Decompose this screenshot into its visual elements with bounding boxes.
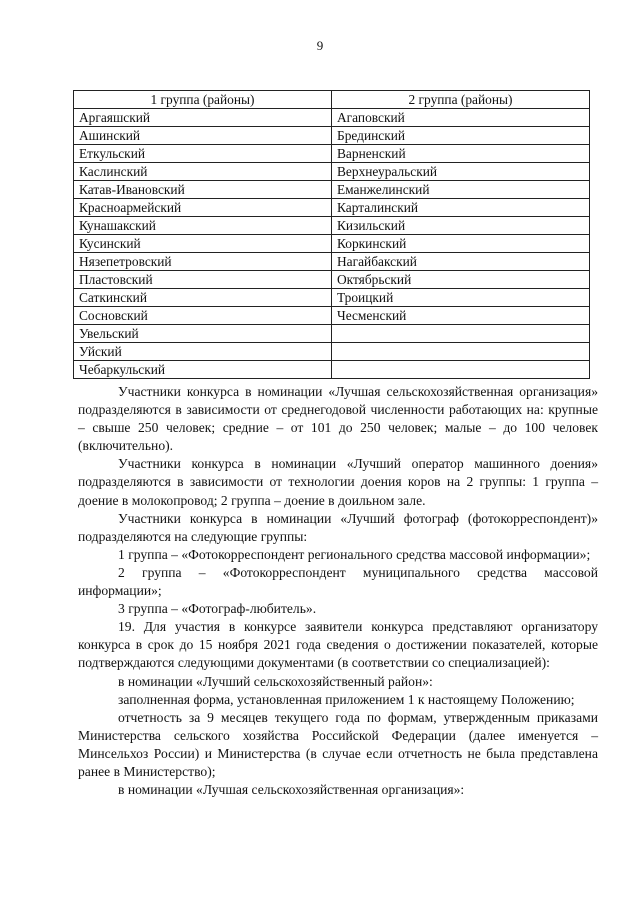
table-row [74, 253, 590, 271]
paragraph-milking-operator-groups: Участники конкурса в номинации «Лучший оператор машинного доения» подразделяются в зависимости от технологии доения коров на 2 группы: 1 группа – доение в молокопровод; 2 группа – доение в доильном зале. [78, 456, 598, 508]
table-cell: Аргаяшский [74, 109, 332, 127]
table-row [74, 109, 590, 127]
body-text [78, 383, 598, 799]
paragraph-photo-group-1: 1 группа – «Фотокорреспондент регионального средства массовой информации»; [118, 546, 591, 562]
table-cell: Кизильский [332, 217, 590, 235]
table-cell: Нагайбакский [332, 253, 590, 271]
table-row [74, 163, 590, 181]
table-cell: Ашинский [74, 127, 332, 145]
table-cell: Кусинский [74, 235, 332, 253]
paragraph-nomination-organization: в номинации «Лучшая сельскохозяйственная организация»: [118, 782, 465, 798]
table-row [74, 235, 590, 253]
table-cell: Троицкий [332, 289, 590, 307]
paragraph-nomination-district: в номинации «Лучший сельскохозяйственный район»: [118, 673, 433, 689]
column-header-group-1: 1 группа (районы) [74, 91, 332, 109]
table-cell: Пластовский [74, 271, 332, 289]
table-cell: Кунашакский [74, 217, 332, 235]
table-cell: Чебаркульский [74, 361, 332, 379]
page-number: 9 [316, 38, 324, 53]
table-cell: Чесменский [332, 307, 590, 325]
table-cell [332, 343, 590, 361]
table-row [74, 181, 590, 199]
table-cell: Брединский [332, 127, 590, 145]
table-cell: Карталинский [332, 199, 590, 217]
table-cell: Варненский [332, 145, 590, 163]
paragraph-photo-group-2: 2 группа – «Фотокорреспондент муниципального средства массовой информации»; [78, 564, 598, 599]
table-row [74, 361, 590, 379]
table-cell: Сосновский [74, 307, 332, 325]
paragraph-filled-form: заполненная форма, установленная приложением 1 к настоящему Положению; [118, 691, 575, 707]
paragraph-photo-group-3: 3 группа – «Фотограф-любитель». [118, 601, 317, 617]
table-header-row [74, 91, 590, 109]
column-header-group-2: 2 группа (районы) [332, 91, 590, 109]
table-row [74, 217, 590, 235]
table-cell: Каслинский [74, 163, 332, 181]
table-cell: Уйский [74, 343, 332, 361]
table-cell: Еманжелинский [332, 181, 590, 199]
table-row [74, 325, 590, 343]
table-cell: Коркинский [332, 235, 590, 253]
table-cell: Октябрьский [332, 271, 590, 289]
table-row [74, 271, 590, 289]
table-cell: Увельский [74, 325, 332, 343]
table-cell: Нязепетровский [74, 253, 332, 271]
table-row [74, 145, 590, 163]
table-row [74, 127, 590, 145]
table-row [74, 307, 590, 325]
table-row [74, 199, 590, 217]
table-cell: Агаповский [332, 109, 590, 127]
table-cell: Катав-Ивановский [74, 181, 332, 199]
table-cell: Саткинский [74, 289, 332, 307]
table-cell: Красноармейский [74, 199, 332, 217]
paragraph-clause-19: 19. Для участия в конкурсе заявители конкурса представляют организатору конкурса в срок до 15 ноября 2021 года сведения о достижении показателей, которые подтверждаются следующими документами (в соответствии со специализацией): [78, 619, 598, 671]
district-groups-table [73, 90, 590, 379]
paragraph-org-size-groups: Участники конкурса в номинации «Лучшая сельскохозяйственная организация» подразделяются в зависимости от среднегодовой численности работающих на: крупные – свыше 250 человек; средние – от 101 до 250 человек; малые – до 100 человек (включительно). [78, 384, 598, 454]
table-cell: Еткульский [74, 145, 332, 163]
table-cell [332, 325, 590, 343]
paragraph-reporting: отчетность за 9 месяцев текущего года по формам, утвержденным приказами Министерства сельского хозяйства Российской Федерации (далее именуется – Минсельхоз России) и Министерства (в случае если отчетность не была представлена ранее в Министерство); [78, 709, 598, 779]
paragraph-photographer-groups: Участники конкурса в номинации «Лучший фотограф (фотокорреспондент)» подразделяются на следующие группы: [78, 510, 598, 544]
table-cell [332, 361, 590, 379]
table-cell: Верхнеуральский [332, 163, 590, 181]
table-row [74, 289, 590, 307]
table-row [74, 343, 590, 361]
